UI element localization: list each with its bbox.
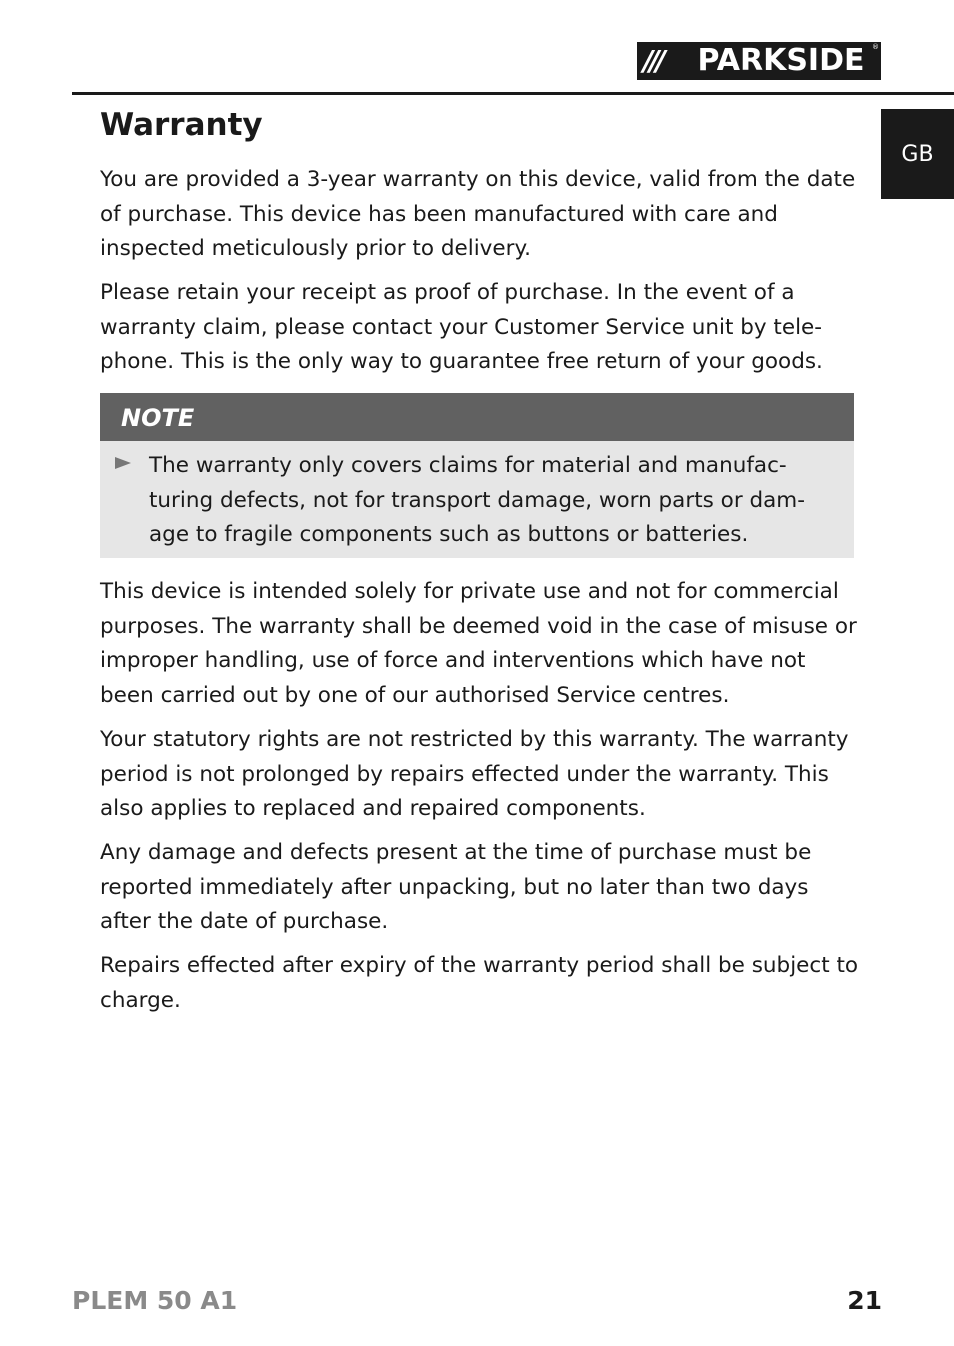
logo-slashes: ///	[643, 44, 662, 77]
paragraph-warranty-period: You are provided a 3-year warranty on this device, valid from the date of purchase. This device has been manufactured with care and inspected meticulously prior to delivery.	[100, 167, 856, 262]
footer-model: PLEM 50 A1	[72, 1286, 238, 1315]
section-title: Warranty	[100, 107, 263, 143]
logo-wordmark: PARKSIDE	[697, 43, 865, 78]
page-number: 21	[847, 1286, 882, 1315]
paragraph-receipt: Please retain your receipt as proof of purchase. In the event of a warranty claim, please contact your Customer Service unit by tele-phone. This is the only way to guarantee free return of your goods.	[100, 280, 823, 375]
paragraph-private-use: This device is intended solely for private use and not for commercial purposes. The warranty shall be deemed void in the case of misuse or improper handling, use of force and interventions which have not been carried out by one of our authorised Service centres.	[100, 579, 857, 709]
paragraph-damage-report: Any damage and defects present at the time of purchase must be reported immediately after unpacking, but no later than two days after the date of purchase.	[100, 840, 812, 935]
language-tab: GB	[881, 109, 954, 199]
note-header: NOTE	[100, 393, 854, 441]
paragraph-statutory-rights: Your statutory rights are not restricted by this warranty. The warranty period is not prolonged by repairs effected under the warranty. This also applies to replaced and repaired components.	[100, 727, 849, 822]
registered-mark: ®	[872, 43, 879, 51]
note-box	[100, 393, 854, 558]
header-rule	[72, 92, 954, 95]
note-item-text: The warranty only covers claims for material and manufac-turing defects, not for transport damage, worn parts or dam-age to fragile components such as buttons or batteries.	[149, 453, 806, 548]
bullet-arrow-icon	[115, 457, 131, 469]
paragraph-repairs: Repairs effected after expiry of the warranty period shall be subject to charge.	[100, 953, 859, 1013]
brand-logo	[637, 42, 881, 80]
